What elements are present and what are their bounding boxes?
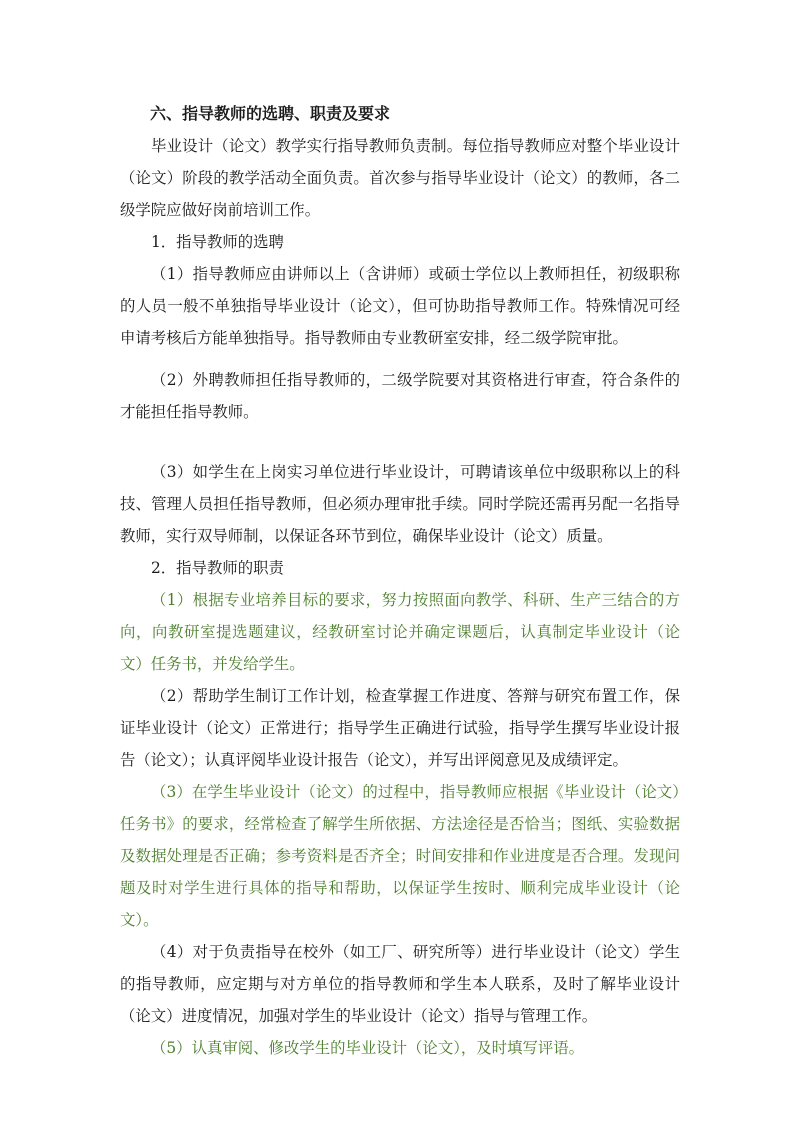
spacer <box>120 428 680 456</box>
selection-heading: 1．指导教师的选聘 <box>151 233 284 251</box>
spacer <box>120 354 680 364</box>
duties-item-1: （1）根据专业培养目标的要求，努力按照面向教学、科研、生产三结合的方向，向教研室提选题建议，经教研室讨论并确定课题后，认真制定毕业设计（论文）任务书，并发给学生。 <box>120 591 680 673</box>
selection-item-2: （2）外聘教师担任指导教师的，二级学院要对其资格进行审查，符合条件的才能担任指导教师。 <box>120 371 680 421</box>
duties-item-5: （5）认真审阅、修改学生的毕业设计（论文），及时填写评语。 <box>151 1039 585 1057</box>
selection-item-1: （1）指导教师应由讲师以上（含讲师）或硕士学位以上教师担任，初级职称的人员一般不单独指导毕业设计（论文），但可协助指导教师工作。特殊情况可经申请考核后方能单独指导。指导教师由专业教研室安排，经二级学院审批。 <box>120 265 680 347</box>
duties-item-2: （2）帮助学生制订工作计划，检查掌握工作进度、答辩与研究布置工作，保证毕业设计（论文）正常进行；指导学生正确进行试验，指导学生撰写毕业设计报告（论文）；认真评阅毕业设计报告（论文），并写出评阅意见及成绩评定。 <box>120 687 680 769</box>
duties-heading: 2．指导教师的职责 <box>151 559 284 577</box>
section-heading: 六、指导教师的选聘、职责及要求 <box>150 104 391 123</box>
selection-item-3: （3）如学生在上岗实习单位进行毕业设计，可聘请该单位中级职称以上的科技、管理人员担任指导教师，但必须办理审批手续。同时学院还需再另配一名指导教师，实行双导师制，以保证各环节到位，确保毕业设计（论文）质量。 <box>120 463 680 545</box>
section-intro-paragraph: 毕业设计（论文）教学实行指导教师负责制。每位指导教师应对整个毕业设计（论文）阶段的教学活动全面负责。首次参与指导毕业设计（论文）的教师，各二级学院应做好岗前培训工作。 <box>120 137 680 219</box>
document-body <box>120 98 680 1064</box>
duties-item-3: （3）在学生毕业设计（论文）的过程中，指导教师应根据《毕业设计（论文）任务书》的要求，经常检查了解学生所依据、方法途径是否恰当；图纸、实验数据及数据处理是否正确；参考资料是否齐全；时间安排和作业进度是否合理。发现问题及时对学生进行具体的指导和帮助，以保证学生按时、顺利完成毕业设计（论文）。 <box>120 783 680 929</box>
duties-item-4: （4）对于负责指导在校外（如工厂、研究所等）进行毕业设计（论文）学生的指导教师，应定期与对方单位的指导教师和学生本人联系，及时了解毕业设计（论文）进度情况，加强对学生的毕业设计（论文）指导与管理工作。 <box>120 943 680 1025</box>
